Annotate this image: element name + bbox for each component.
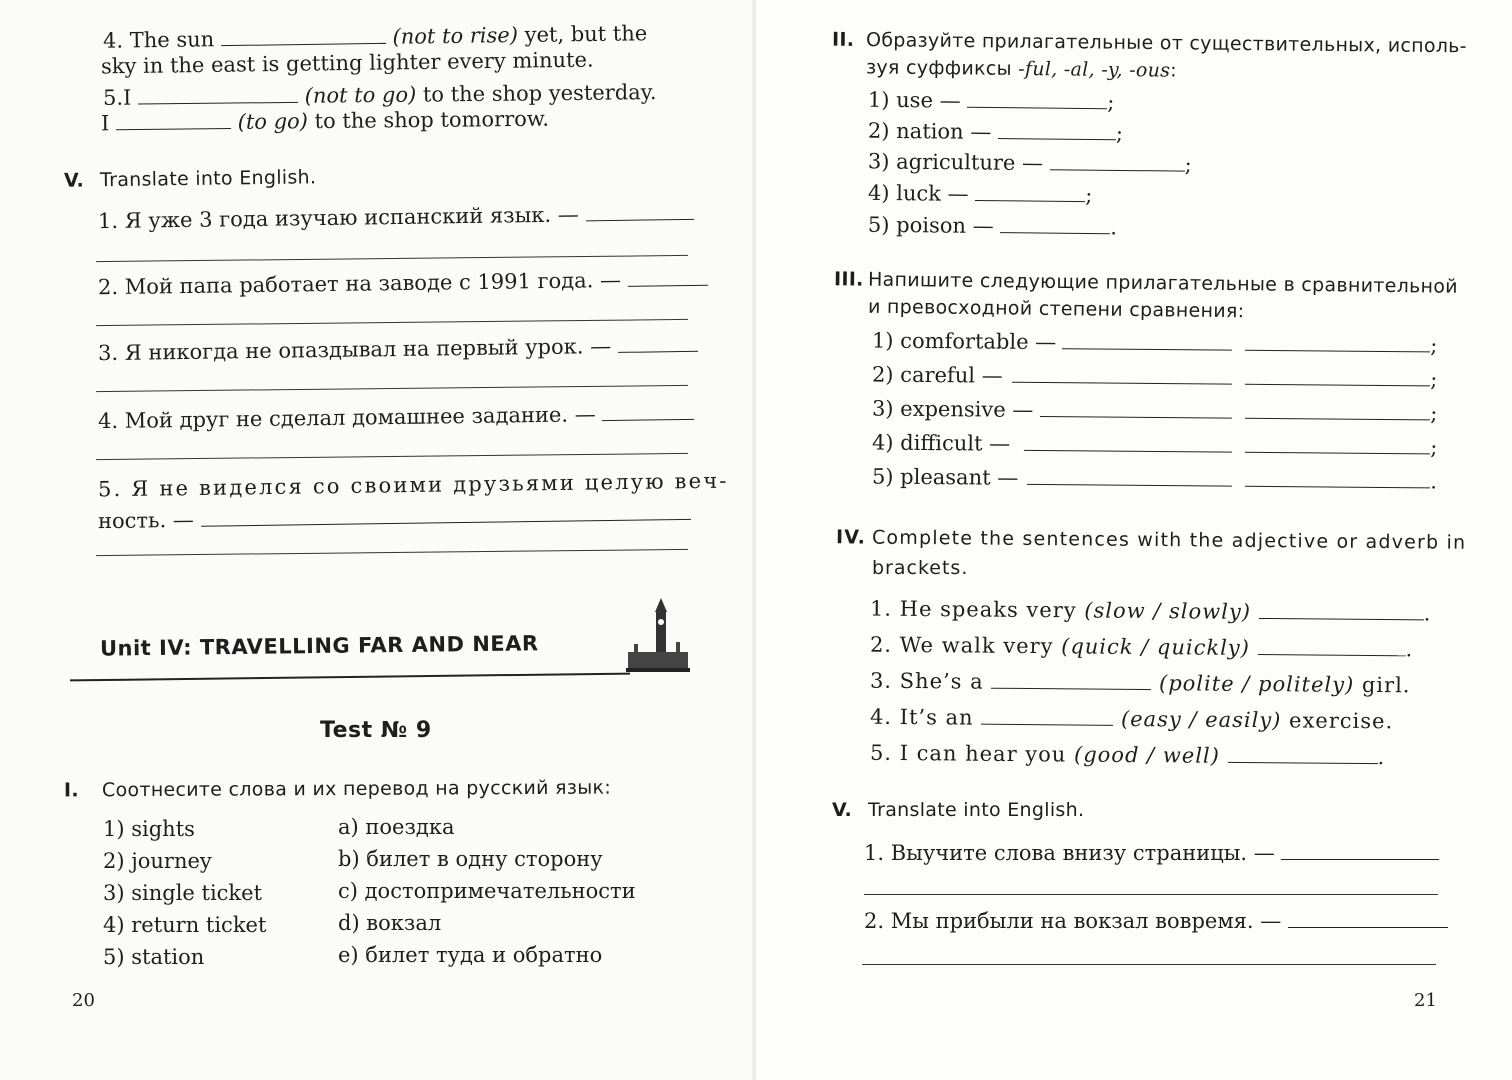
punctuation: ;: [1184, 152, 1192, 177]
ex4-item: [870, 704, 1393, 735]
translate-sentence: 2. Мой папа работает на заводе с 1991 года. —: [97, 267, 622, 300]
superlative-blank[interactable]: [1245, 468, 1430, 489]
sentence-text: to the shop yesterday.: [422, 80, 657, 107]
exercise-title: Напишите следующие прилагательные в сравнительной: [867, 268, 1459, 298]
comparative-blank[interactable]: [1040, 398, 1232, 419]
ex4-item: [870, 740, 1385, 770]
page-number: 20: [72, 990, 95, 1011]
punctuation: ;: [1430, 401, 1438, 426]
ex2-item: [868, 118, 1123, 147]
sentence-text: 4. It’s an: [869, 704, 974, 730]
answer-blank[interactable]: [138, 84, 298, 105]
word-hint: (polite / politely): [1158, 671, 1355, 697]
punctuation: ;: [1430, 435, 1438, 460]
sentence-text: I: [100, 111, 110, 136]
suffix-list: -ful, -al, -y, -ous: [1018, 57, 1171, 82]
match-word: 3) single ticket: [103, 881, 263, 905]
answer-blank[interactable]: [1000, 214, 1110, 234]
exercise-numeral: III.: [833, 268, 864, 291]
answer-line[interactable]: [96, 385, 688, 392]
ex4-item: [870, 596, 1432, 627]
comparative-blank[interactable]: [1024, 432, 1232, 453]
word-hint: (quick / quickly): [1061, 634, 1251, 660]
exercise-title: зуя суффиксы: [865, 56, 1012, 80]
big-ben-icon: [626, 598, 690, 674]
sentence-text: exercise.: [1288, 708, 1394, 734]
item-label: 5) poison —: [867, 212, 994, 239]
punctuation: .: [1430, 469, 1438, 494]
punctuation: ;: [1430, 333, 1438, 358]
sentence-text: 1. He speaks very: [869, 596, 1077, 623]
sentence-text: 3. She’s a: [869, 668, 984, 694]
superlative-blank[interactable]: [1245, 366, 1430, 387]
ex3-item: [872, 362, 1438, 393]
answer-blank[interactable]: [991, 670, 1151, 690]
verb-hint: (not to go): [304, 82, 417, 108]
translate-item-1: [864, 840, 1439, 866]
answer-blank[interactable]: [618, 333, 698, 353]
match-translation: a) поездка: [338, 815, 455, 839]
punctuation: ;: [1085, 183, 1093, 208]
answer-blank[interactable]: [1228, 744, 1378, 764]
translate-item-4: [98, 400, 695, 434]
item-number: 4.: [102, 28, 124, 53]
item-number: 5.: [102, 85, 124, 110]
answer-blank[interactable]: [628, 267, 708, 287]
right-page: [756, 0, 1512, 1080]
unit-title: Unit IV: TRAVELLING FAR AND NEAR: [99, 631, 539, 661]
word-hint: (slow / slowly): [1084, 598, 1252, 624]
answer-blank[interactable]: [1281, 841, 1439, 860]
punctuation: :: [1170, 59, 1178, 82]
exercise-title: Соотнесите слова и их перевод на русский язык:: [101, 776, 612, 802]
ex3-heading-line2: и превосходной степени сравнения:: [867, 295, 1245, 323]
comparative-blank[interactable]: [1062, 330, 1232, 350]
answer-blank[interactable]: [221, 25, 386, 46]
answer-blank[interactable]: [967, 89, 1107, 109]
answer-line[interactable]: [862, 964, 1436, 965]
answer-line[interactable]: [96, 453, 688, 460]
ex4-item5-line2: [101, 106, 549, 137]
translate-sentence: 2. Мы прибыли на вокзал вовремя. —: [864, 909, 1282, 933]
ex5-heading: [64, 164, 317, 194]
translate-item-1: [98, 200, 694, 234]
match-translation: d) вокзал: [338, 911, 442, 935]
exercise-numeral: V.: [63, 169, 85, 192]
sentence-text: 2. We walk very: [869, 632, 1054, 659]
match-translation: c) достопримечательности: [338, 879, 636, 903]
sentence-text: 5. I can hear you: [869, 740, 1067, 767]
match-word: 1) sights: [103, 817, 195, 841]
translate-sentence: 4. Мой друг не сделал домашнее задание. —: [97, 402, 596, 434]
match-word: 5) station: [103, 945, 205, 969]
answer-blank[interactable]: [116, 110, 231, 130]
sentence-text: to the shop tomorrow.: [314, 106, 550, 134]
sentence-text: yet, but the: [524, 21, 648, 47]
translate-sentence: ность. —: [97, 507, 194, 534]
item-label: 5) pleasant —: [871, 464, 1019, 490]
match-word: 2) journey: [103, 849, 212, 873]
superlative-blank[interactable]: [1245, 400, 1430, 421]
answer-blank[interactable]: [585, 201, 693, 222]
answer-blank[interactable]: [998, 120, 1116, 140]
answer-line[interactable]: [96, 549, 688, 556]
answer-blank[interactable]: [1050, 151, 1185, 171]
ex2-item: [868, 148, 1192, 177]
answer-blank[interactable]: [200, 501, 690, 527]
match-translation: e) билет туда и обратно: [338, 943, 603, 967]
item-label: 3) agriculture —: [867, 149, 1044, 176]
answer-blank[interactable]: [1288, 909, 1448, 928]
ex3-item: [872, 396, 1438, 427]
ex4-heading-line2: brackets.: [872, 557, 969, 579]
answer-blank[interactable]: [1258, 636, 1406, 656]
word-hint: (easy / easily): [1120, 706, 1282, 733]
match-word: 4) return ticket: [103, 913, 267, 937]
comparative-blank[interactable]: [1012, 364, 1232, 385]
item-label: 1) comfortable —: [871, 328, 1057, 355]
verb-hint: (not to rise): [392, 23, 519, 49]
exercise-numeral: I.: [63, 779, 79, 802]
ex4-item: [870, 668, 1411, 699]
answer-blank[interactable]: [981, 706, 1113, 726]
ex3-item: [872, 464, 1437, 495]
ex2-item: [868, 212, 1117, 241]
comparative-blank[interactable]: [1027, 466, 1232, 487]
ex1-heading: [64, 775, 611, 804]
ex4-item: [870, 632, 1414, 663]
item-label: 3) expensive —: [871, 396, 1034, 422]
translate-sentence: 1. Выучите слова внизу страницы. —: [864, 841, 1275, 865]
superlative-blank[interactable]: [1245, 434, 1430, 455]
punctuation: .: [1110, 215, 1118, 240]
answer-blank[interactable]: [1259, 600, 1424, 620]
translate-sentence: 1. Я уже 3 года изучаю испанский язык. —: [97, 202, 579, 234]
answer-line[interactable]: [96, 319, 688, 326]
unit-underline: [70, 673, 630, 682]
item-label: 2) nation —: [867, 118, 992, 144]
answer-blank[interactable]: [975, 182, 1085, 202]
sentence-text: I: [122, 85, 132, 110]
punctuation: ;: [1115, 121, 1124, 146]
translate-item-2: [98, 266, 708, 301]
match-translation: b) билет в одну сторону: [338, 847, 603, 871]
sentence-text: The sun: [129, 27, 215, 53]
item-label: 4) difficult —: [871, 430, 1011, 456]
ex2-item: [868, 180, 1093, 208]
punctuation: ;: [1430, 367, 1438, 392]
ex3-item: [872, 430, 1438, 461]
ex4-heading: [836, 524, 1466, 555]
answer-line[interactable]: [864, 894, 1438, 895]
answer-blank[interactable]: [602, 401, 694, 421]
translate-item-3: [98, 332, 698, 366]
sentence-text: .: [1423, 601, 1432, 626]
translate-item-2: [864, 908, 1448, 934]
ex5-heading: [832, 797, 1084, 823]
exercise-title: Образуйте прилагательные от существительных, исполь-: [865, 29, 1468, 58]
page-number: 21: [1414, 990, 1437, 1011]
ex2-item: [868, 87, 1115, 116]
item-label: 4) luck —: [867, 180, 969, 206]
item-label: 1) use —: [867, 87, 961, 113]
word-hint: (good / well): [1073, 742, 1221, 768]
exercise-numeral: II.: [831, 28, 855, 51]
sentence-text: .: [1405, 637, 1414, 662]
translate-sentence: 3. Я никогда не опаздывал на первый урок. —: [97, 334, 612, 366]
exercise-title: Translate into English.: [99, 166, 317, 192]
answer-line[interactable]: [96, 255, 688, 262]
exercise-title: Complete the sentences with the adjective or adverb in: [871, 526, 1467, 554]
sentence-text: .: [1377, 745, 1386, 770]
exercise-numeral: IV.: [835, 526, 867, 549]
superlative-blank[interactable]: [1245, 332, 1430, 353]
item-label: 2) careful —: [871, 362, 1003, 388]
exercise-title: Translate into English.: [868, 799, 1085, 821]
ex4-item5: [103, 79, 657, 111]
verb-hint: (to go): [237, 109, 309, 134]
ex2-heading-line2: [866, 54, 1177, 83]
translate-item-5: 5. Я не виделся со своими друзьями целую веч-: [97, 468, 729, 502]
ex3-item: [872, 328, 1438, 359]
sentence-text: girl.: [1361, 672, 1411, 698]
test-title: Test № 9: [320, 718, 432, 743]
ex4-item4-line2: sky in the east is getting lighter every minute.: [100, 47, 594, 79]
translate-item-5-cont: [98, 500, 691, 534]
punctuation: ;: [1107, 90, 1115, 115]
exercise-numeral: V.: [832, 799, 853, 821]
